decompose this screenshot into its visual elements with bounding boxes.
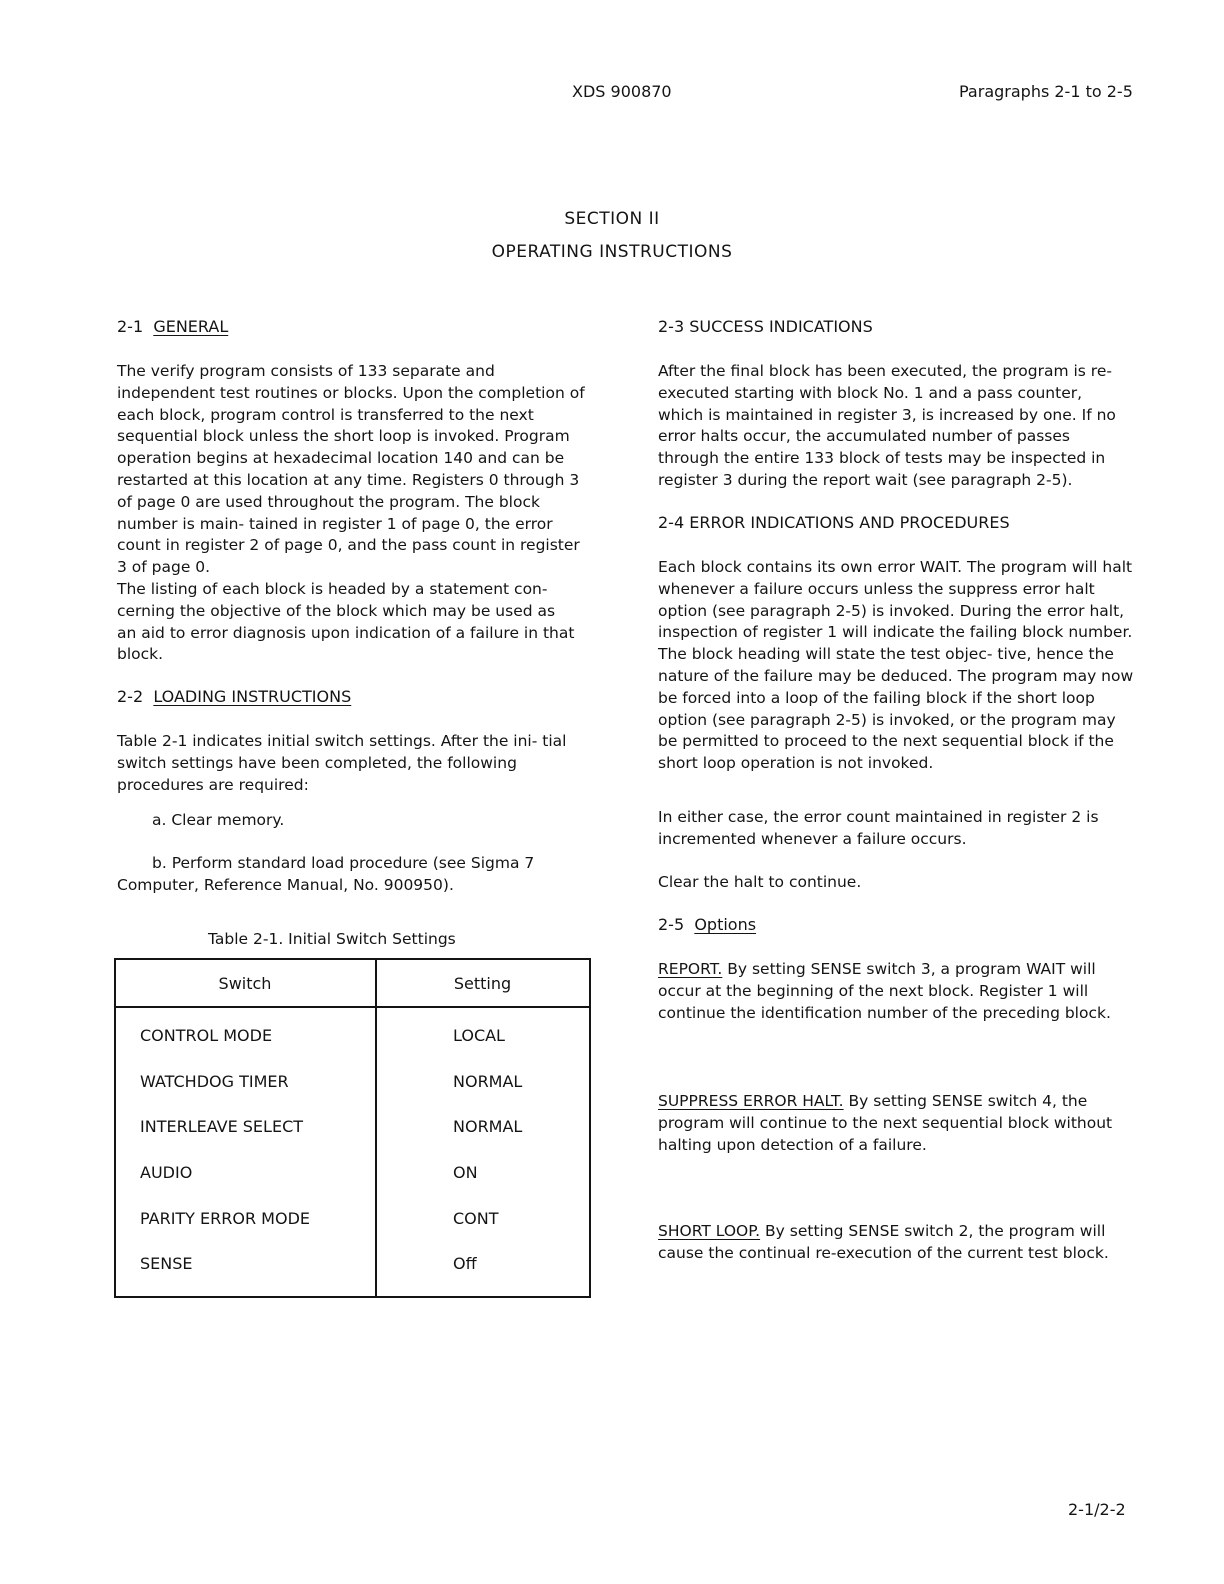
switch-cell: CONTROL MODE: [115, 1007, 376, 1059]
loading-paragraph: Table 2-1 indicates initial switch settings. After the ini- tial switch settings have been completed, the following procedures are required:: [117, 732, 567, 794]
heading-2-5-number: 2-5: [658, 915, 685, 934]
switch-cell: AUDIO: [115, 1150, 376, 1196]
short-loop-label: SHORT LOOP.: [658, 1222, 761, 1240]
table-row: [115, 1104, 590, 1150]
setting-cell: LOCAL: [453, 1026, 505, 1046]
success-paragraph: After the final block has been executed, the program is re-executed starting with block No. 1 and a pass counter, which is maintained in register 3, is increased by one. If no error halts occur, the accumulated number of passes through the entire 133 block of tests may be inspected in register 3 during the report wait (see paragraph 2-5).: [658, 362, 1116, 489]
suppress-text: By setting SENSE switch 4, the program will continue to the next sequential block without halting upon detection of a failure.: [658, 1092, 1113, 1154]
heading-2-2: [117, 687, 351, 706]
table-row: [115, 1059, 590, 1105]
section-name: OPERATING INSTRUCTIONS: [491, 242, 733, 262]
col-header-switch: Switch: [115, 959, 376, 1007]
error-paragraph-1: Each block contains its own error WAIT. The program will halt whenever a failure occurs unless the suppress error halt option (see paragraph 2-5) is invoked. During the error halt, inspection of register 1 will indicate the failing block number. The block heading will state the test objec- tive, hence the nature of the failure may be deduced. The program may now be forced into a loop of the failing block if the short loop option (see paragraph 2-5) is invoked, or the program may be permitted to proceed to the next sequential block if the short loop operation is not invoked.: [658, 558, 1134, 773]
switch-cell: WATCHDOG TIMER: [115, 1059, 376, 1105]
setting-cell: Off: [453, 1254, 477, 1274]
switch-settings-table: [114, 958, 591, 1298]
suppress-label: SUPPRESS ERROR HALT.: [658, 1092, 844, 1110]
table-caption: Table 2-1. Initial Switch Settings: [208, 930, 456, 948]
switch-cell: INTERLEAVE SELECT: [115, 1104, 376, 1150]
heading-2-2-title: LOADING INSTRUCTIONS: [153, 687, 352, 706]
heading-2-1-number: 2-1: [117, 317, 144, 336]
table-row: [115, 1007, 590, 1059]
general-paragraph-2: The listing of each block is headed by a statement con- cerning the objective of the block which may be used as an aid to error diagnosis upon indication of a failure in that block.: [117, 580, 575, 664]
table-row: [115, 1150, 590, 1196]
switch-cell: PARITY ERROR MODE: [115, 1195, 376, 1241]
switch-cell: SENSE: [115, 1241, 376, 1297]
table-row: [115, 1195, 590, 1241]
paragraph-range: Paragraphs 2-1 to 2-5: [959, 82, 1133, 101]
page-number: 2-1/2-2: [1068, 1500, 1126, 1519]
heading-2-4: 2-4 ERROR INDICATIONS AND PROCEDURES: [658, 513, 1010, 532]
table-row: [115, 1241, 590, 1297]
setting-cell: ON: [453, 1163, 478, 1183]
document-number: XDS 900870: [572, 82, 672, 101]
heading-2-1: [117, 317, 228, 336]
setting-cell: CONT: [453, 1208, 499, 1228]
heading-2-5: [658, 915, 756, 934]
heading-2-5-title: Options: [694, 915, 757, 934]
setting-cell: NORMAL: [453, 1071, 523, 1091]
general-paragraph-1: The verify program consists of 133 separate and independent test routines or blocks. Upon the completion of each block, program control is transferred to the next sequential block unless the short loop is invoked. Program operation begins at hexadecimal location 140 and can be restarted at this location at any time. Registers 0 through 3 of page 0 are used throughout the program. The block number is main- tained in register 1 of page 0, the error count in register 2 of page 0, and the pass count in register 3 of page 0.: [117, 362, 585, 577]
table-header-row: [115, 959, 590, 1007]
error-paragraph-2: In either case, the error count maintained in register 2 is incremented whenever a failure occurs.: [658, 808, 1099, 848]
step-a: a. Clear memory.: [152, 811, 285, 829]
short-loop-option: [658, 1221, 1128, 1265]
section-title: SECTION II: [564, 209, 660, 229]
error-paragraph-3: Clear the halt to continue.: [658, 873, 862, 891]
suppress-option: [658, 1091, 1136, 1156]
heading-2-2-number: 2-2: [117, 687, 144, 706]
report-label: REPORT.: [658, 960, 723, 978]
heading-2-3: 2-3 SUCCESS INDICATIONS: [658, 317, 873, 336]
report-text: By setting SENSE switch 3, a program WAIT will occur at the beginning of the next block. Register 1 will continue the identification number of the preceding block.: [658, 960, 1111, 1022]
short-loop-text: By setting SENSE switch 2, the program will cause the continual re-execution of the current test block.: [658, 1222, 1109, 1262]
heading-2-1-title: GENERAL: [153, 317, 229, 336]
report-option: [658, 959, 1136, 1024]
setting-cell: NORMAL: [453, 1117, 523, 1137]
col-header-setting: Setting: [376, 959, 590, 1007]
step-b: b. Perform standard load procedure (see Sigma 7 Computer, Reference Manual, No. 900950).: [117, 854, 535, 894]
